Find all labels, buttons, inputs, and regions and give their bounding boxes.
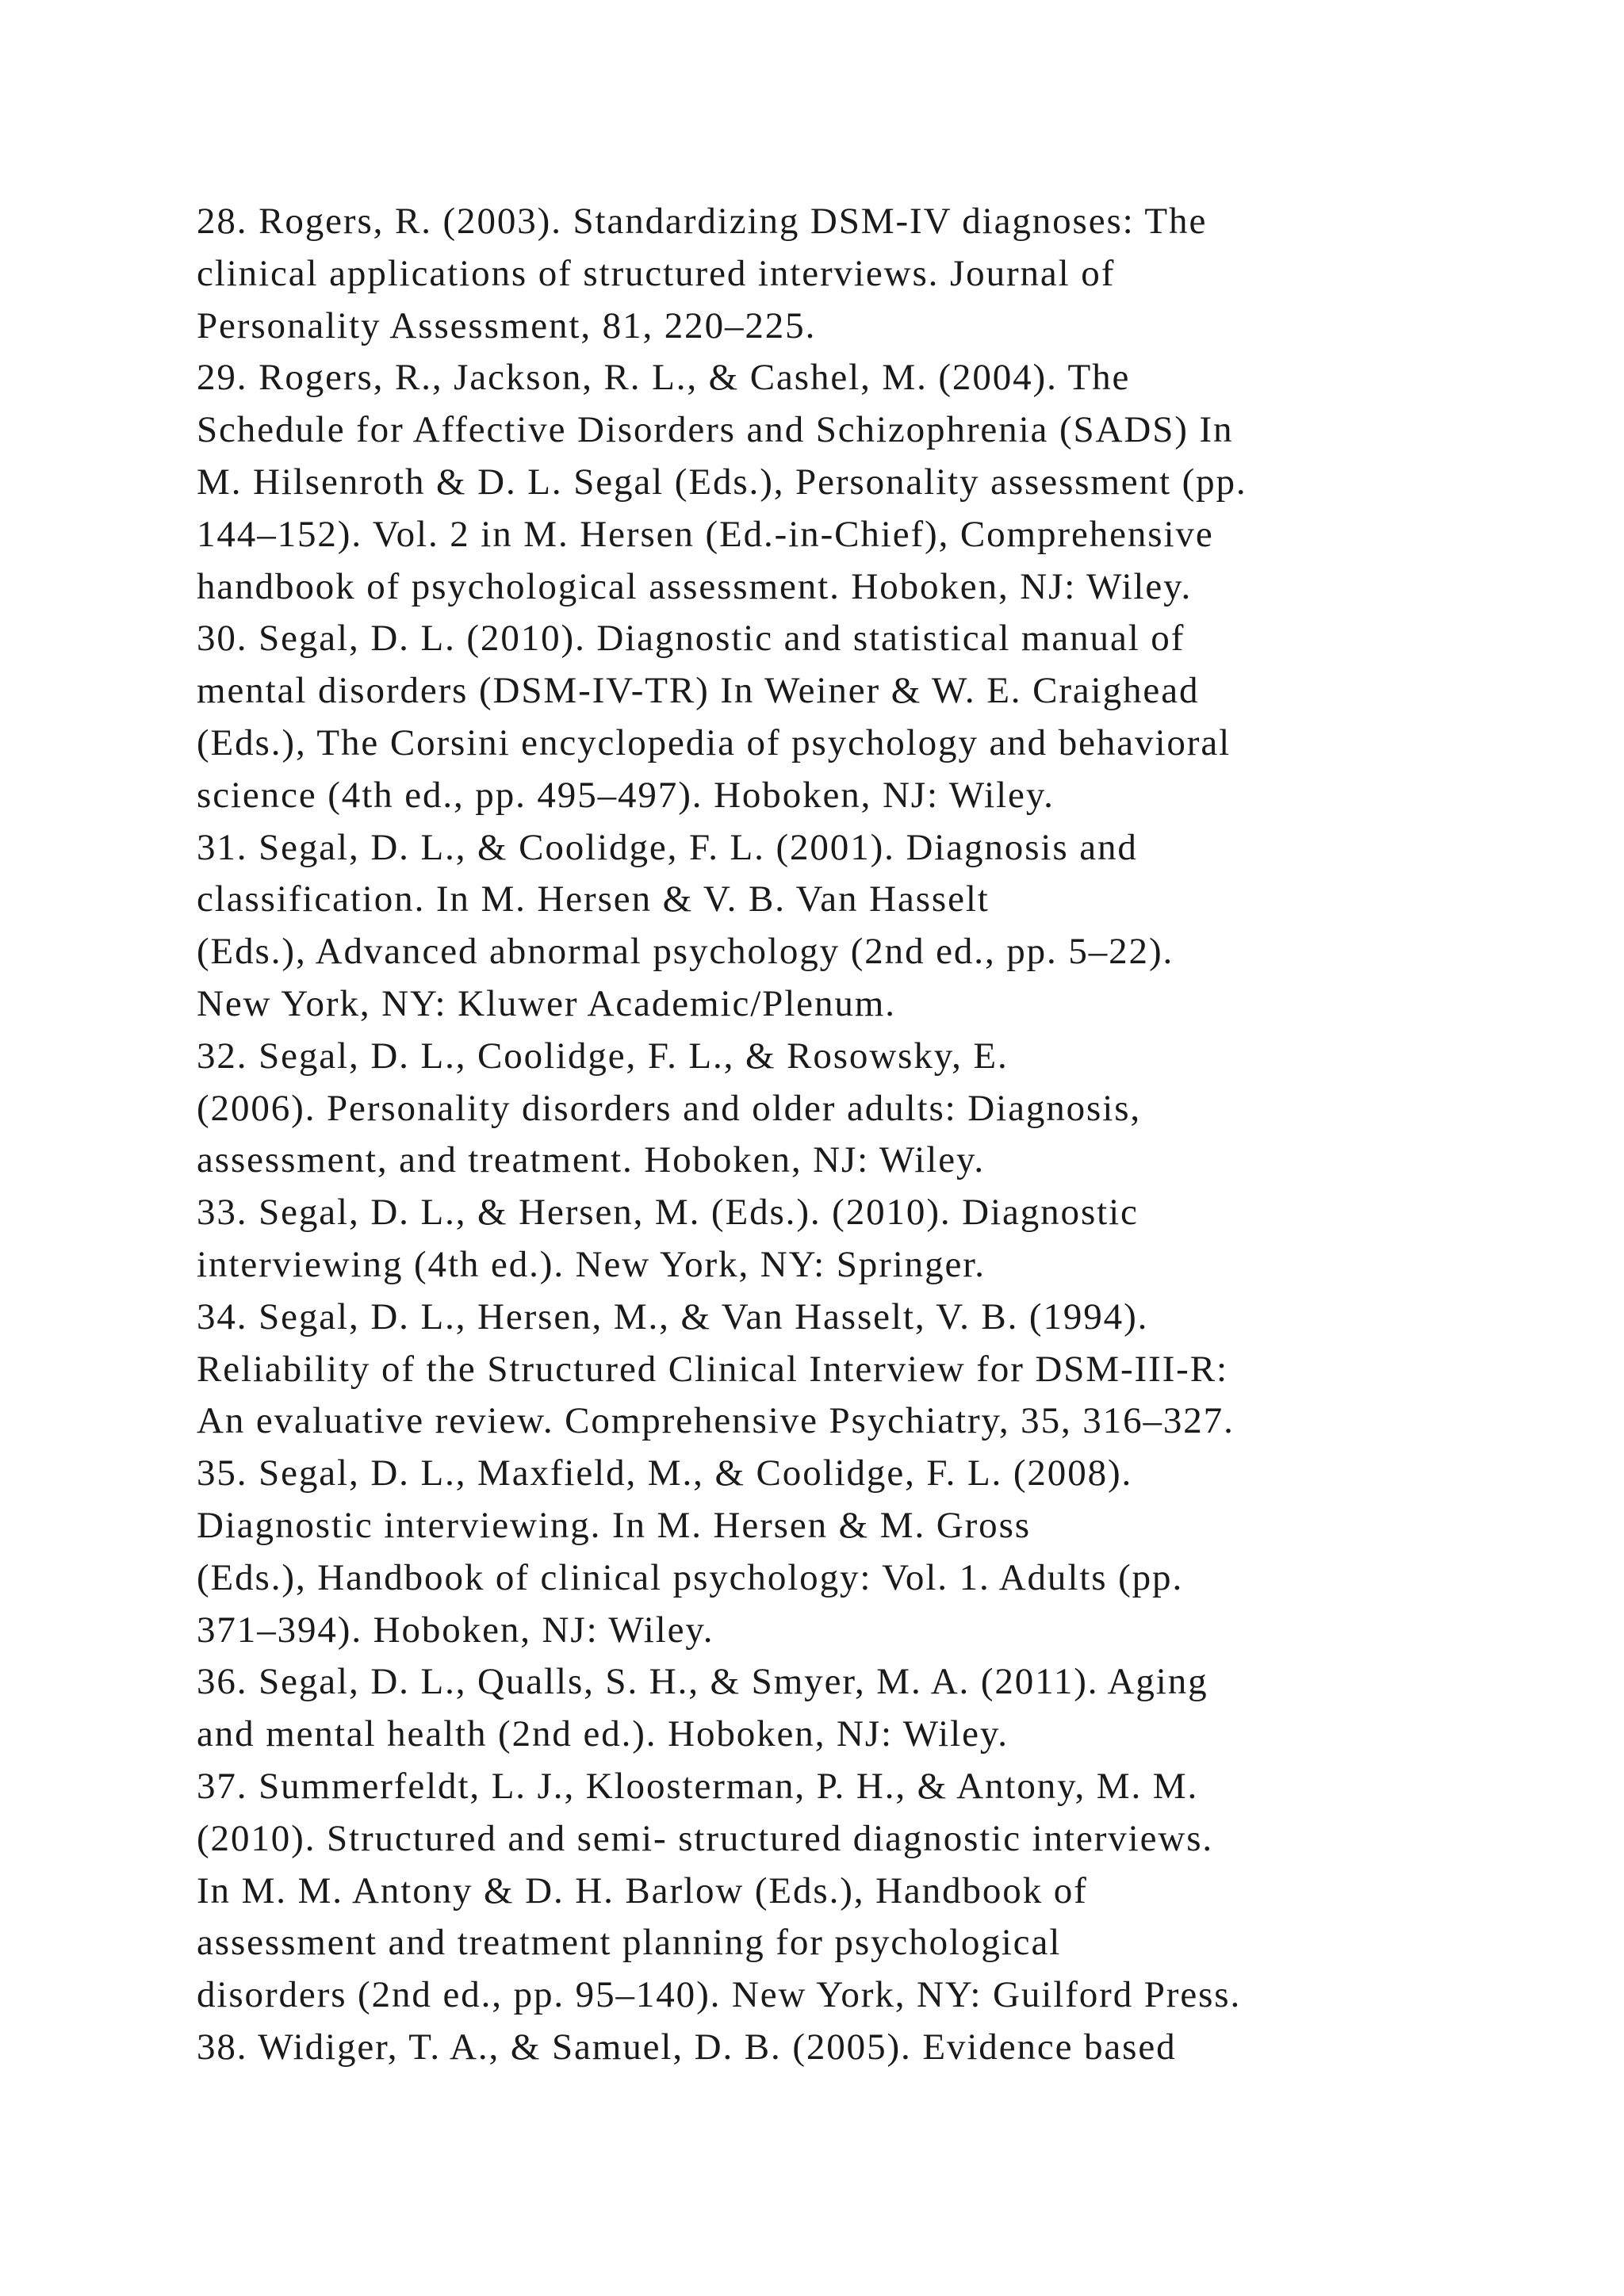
reference-line: Diagnostic interviewing. In M. Hersen & M. Gross (197, 1504, 1031, 1546)
reference-line: (Eds.), Advanced abnormal psychology (2nd ed., pp. 5–22). (197, 931, 1174, 973)
reference-line: 37. Summerfeldt, L. J., Kloosterman, P. H., & Antony, M. M. (197, 1765, 1199, 1807)
reference-line: 38. Widiger, T. A., & Samuel, D. B. (2005). Evidence based (197, 2026, 1177, 2068)
reference-line: interviewing (4th ed.). New York, NY: Springer. (197, 1243, 986, 1285)
reference-list (197, 196, 1608, 2074)
reference-line: science (4th ed., pp. 495–497). Hoboken, NJ: Wiley. (197, 774, 1055, 816)
reference-line: 30. Segal, D. L. (2010). Diagnostic and statistical manual of (197, 618, 1185, 660)
reference-line: (2006). Personality disorders and older adults: Diagnosis, (197, 1087, 1142, 1129)
reference-line: (Eds.), The Corsini encyclopedia of psychology and behavioral (197, 721, 1231, 763)
reference-line: (2010). Structured and semi- structured diagnostic interviews. (197, 1817, 1214, 1859)
reference-line: M. Hilsenroth & D. L. Segal (Eds.), Personality assessment (pp. (197, 461, 1247, 503)
reference-line: 34. Segal, D. L., Hersen, M., & Van Hasselt, V. B. (1994). (197, 1295, 1149, 1337)
reference-line: 36. Segal, D. L., Qualls, S. H., & Smyer, M. A. (2011). Aging (197, 1661, 1208, 1703)
reference-line: An evaluative review. Comprehensive Psychiatry, 35, 316–327. (197, 1400, 1235, 1442)
reference-line: Reliability of the Structured Clinical Interview for DSM-III-R: (197, 1348, 1228, 1390)
reference-line: assessment, and treatment. Hoboken, NJ: Wiley. (197, 1139, 985, 1181)
reference-line: 31. Segal, D. L., & Coolidge, F. L. (2001). Diagnosis and (197, 826, 1138, 868)
reference-line: Schedule for Affective Disorders and Schizophrenia (SADS) In (197, 409, 1234, 451)
reference-line: New York, NY: Kluwer Academic/Plenum. (197, 982, 896, 1024)
reference-line: (Eds.), Handbook of clinical psychology: Vol. 1. Adults (pp. (197, 1556, 1184, 1598)
reference-line: 29. Rogers, R., Jackson, R. L., & Cashel, M. (2004). The (197, 357, 1131, 399)
reference-line: In M. M. Antony & D. H. Barlow (Eds.), Handbook of (197, 1869, 1088, 1911)
reference-line: mental disorders (DSM-IV-TR) In Weiner & W. E. Craighead (197, 670, 1200, 712)
reference-line: 371–394). Hoboken, NJ: Wiley. (197, 1609, 714, 1651)
reference-line: clinical applications of structured interviews. Journal of (197, 252, 1116, 294)
reference-line: handbook of psychological assessment. Hoboken, NJ: Wiley. (197, 565, 1193, 607)
reference-line: classification. In M. Hersen & V. B. Van Hasselt (197, 878, 990, 920)
reference-line: 32. Segal, D. L., Coolidge, F. L., & Rosowsky, E. (197, 1035, 1009, 1077)
reference-line: assessment and treatment planning for psychological (197, 1922, 1062, 1964)
reference-line: and mental health (2nd ed.). Hoboken, NJ: Wiley. (197, 1713, 1009, 1755)
reference-line: 28. Rogers, R. (2003). Standardizing DSM-IV diagnoses: The (197, 201, 1208, 242)
reference-line: Personality Assessment, 81, 220–225. (197, 304, 817, 346)
reference-line: 144–152). Vol. 2 in M. Hersen (Ed.-in-Chief), Comprehensive (197, 513, 1214, 555)
reference-line: 33. Segal, D. L., & Hersen, M. (Eds.). (2010). Diagnostic (197, 1192, 1139, 1234)
reference-line: disorders (2nd ed., pp. 95–140). New York, NY: Guilford Press. (197, 1974, 1242, 2016)
reference-line: 35. Segal, D. L., Maxfield, M., & Coolidge, F. L. (2008). (197, 1452, 1133, 1494)
